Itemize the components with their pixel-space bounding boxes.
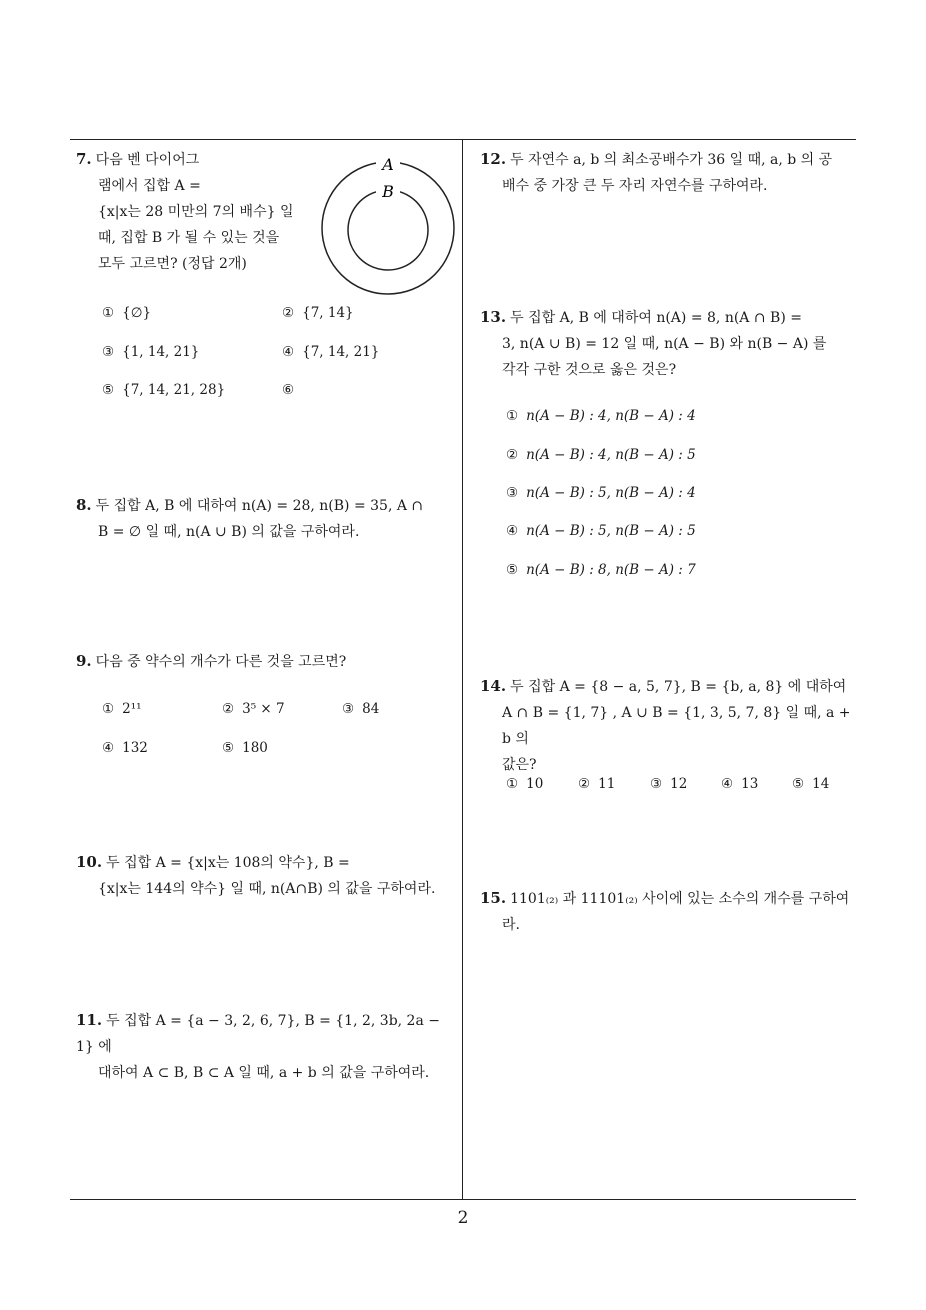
- question-9-line-1: 9. 다음 중 약수의 개수가 다른 것을 고르면?: [76, 652, 347, 670]
- question-9: [76, 648, 458, 675]
- question-14-number: 14.: [480, 677, 507, 695]
- q14-option-5[interactable]: ⑤ 14: [792, 776, 830, 792]
- question-7-line-2: 램에서 집합 A =: [98, 178, 201, 194]
- q7-option-5[interactable]: ⑤ {7, 14, 21, 28}: [102, 382, 226, 398]
- venn-diagram: [318, 150, 458, 296]
- q13-option-5[interactable]: ⑤ n(A − B) : 8, n(B − A) : 7: [506, 562, 696, 578]
- column-divider: [462, 139, 463, 1200]
- top-rule: [70, 139, 856, 140]
- question-11: [76, 1007, 458, 1086]
- venn-label-b: B: [382, 182, 394, 201]
- bottom-rule: [70, 1199, 856, 1200]
- question-13-line-3: 각각 구한 것으로 옳은 것은?: [502, 362, 677, 378]
- q13-option-2[interactable]: ② n(A − B) : 4, n(B − A) : 5: [506, 447, 696, 463]
- question-15-line-2: 라.: [502, 917, 520, 933]
- page-number: 2: [457, 1208, 469, 1228]
- question-12-line-2: 배수 중 가장 큰 두 자리 자연수를 구하여라.: [502, 178, 768, 194]
- q9-option-2[interactable]: ② 3⁵ × 7: [222, 701, 285, 717]
- q7-option-3[interactable]: ③ {1, 14, 21}: [102, 344, 200, 360]
- question-8-line-2: B = ∅ 일 때, n(A ∪ B) 의 값을 구하여라.: [98, 524, 360, 540]
- question-10-line-2: {x|x는 144의 약수} 일 때, n(A∩B) 의 값을 구하여라.: [98, 881, 436, 897]
- question-12-line-1: 12. 두 자연수 a, b 의 최소공배수가 36 일 때, a, b 의 공: [480, 150, 833, 168]
- question-14: [480, 673, 860, 778]
- question-15-line-1: 15. 1101₍₂₎ 과 11101₍₂₎ 사이에 있는 소수의 개수를 구하여: [480, 889, 850, 907]
- question-7: [76, 146, 316, 277]
- q9-option-3[interactable]: ③ 84: [342, 701, 380, 717]
- question-11-line-1: 11. 두 집합 A = {a − 3, 2, 6, 7}, B = {1, 2, 3b, 2a − 1} 에: [76, 1011, 440, 1055]
- question-8-number: 8.: [76, 496, 92, 514]
- question-14-line-3: 값은?: [502, 757, 537, 773]
- q9-option-1[interactable]: ① 2¹¹: [102, 701, 142, 717]
- question-7-number: 7.: [76, 150, 92, 168]
- question-14-line-1: 14. 두 집합 A = {8 − a, 5, 7}, B = {b, a, 8} 에 대하여: [480, 677, 847, 695]
- q13-option-4[interactable]: ④ n(A − B) : 5, n(B − A) : 5: [506, 523, 696, 539]
- question-13: [480, 304, 860, 383]
- q7-option-4[interactable]: ④ {7, 14, 21}: [282, 344, 380, 360]
- q14-option-3[interactable]: ③ 12: [650, 776, 688, 792]
- q7-option-1[interactable]: ① {∅}: [102, 305, 152, 321]
- question-10-line-1: 10. 두 집합 A = {x|x는 108의 약수}, B =: [76, 853, 350, 871]
- q7-option-2[interactable]: ② {7, 14}: [282, 305, 354, 321]
- question-7-line-5: 모두 고르면? (정답 2개): [98, 256, 247, 272]
- question-12-number: 12.: [480, 150, 507, 168]
- question-8-line-1: 8. 두 집합 A, B 에 대하여 n(A) = 28, n(B) = 35, A ∩: [76, 496, 424, 514]
- q9-option-4[interactable]: ④ 132: [102, 740, 148, 756]
- q7-option-6[interactable]: ⑥: [282, 382, 295, 398]
- venn-label-a: A: [382, 155, 394, 174]
- q14-option-2[interactable]: ② 11: [578, 776, 616, 792]
- question-8: [76, 492, 458, 545]
- question-11-number: 11.: [76, 1011, 103, 1029]
- question-14-line-2: A ∩ B = {1, 7} , A ∪ B = {1, 3, 5, 7, 8} 일 때, a + b 의: [502, 705, 851, 747]
- question-15-number: 15.: [480, 889, 507, 907]
- question-7-line-3: {x|x는 28 미만의 7의 배수} 일: [98, 204, 294, 220]
- q9-option-5[interactable]: ⑤ 180: [222, 740, 268, 756]
- q14-option-1[interactable]: ① 10: [506, 776, 544, 792]
- question-13-line-1: 13. 두 집합 A, B 에 대하여 n(A) = 8, n(A ∩ B) =: [480, 308, 802, 326]
- venn-inner-circle: [348, 190, 428, 270]
- question-7-line-1: 7. 다음 벤 다이어그: [76, 150, 200, 168]
- question-12: [480, 146, 860, 199]
- question-13-number: 13.: [480, 308, 507, 326]
- question-7-line-4: 때, 집합 B 가 될 수 있는 것을: [98, 230, 280, 246]
- q13-option-3[interactable]: ③ n(A − B) : 5, n(B − A) : 4: [506, 485, 696, 501]
- question-10-number: 10.: [76, 853, 103, 871]
- question-11-line-2: 대하여 A ⊂ B, B ⊂ A 일 때, a + b 의 값을 구하여라.: [98, 1065, 430, 1081]
- q13-option-1[interactable]: ① n(A − B) : 4, n(B − A) : 4: [506, 408, 696, 424]
- question-13-line-2: 3, n(A ∪ B) = 12 일 때, n(A − B) 와 n(B − A) 를: [502, 336, 827, 352]
- q14-option-4[interactable]: ④ 13: [721, 776, 759, 792]
- question-9-number: 9.: [76, 652, 92, 670]
- question-10: [76, 849, 458, 902]
- question-15: [480, 885, 860, 938]
